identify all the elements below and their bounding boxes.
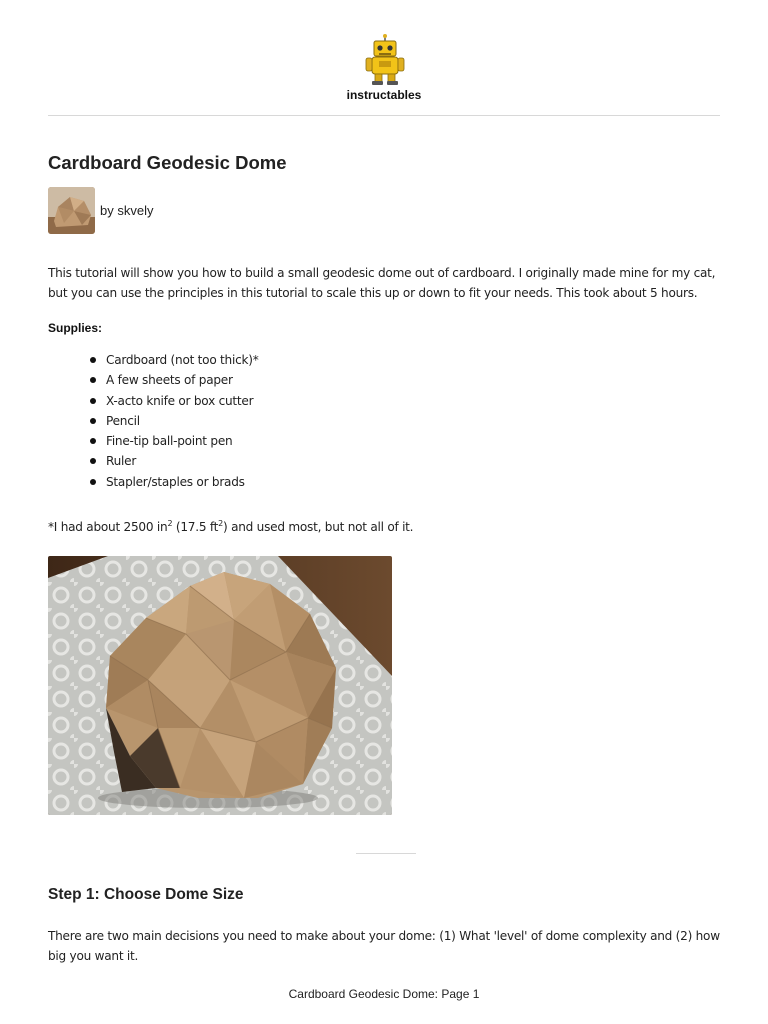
section-divider xyxy=(356,853,416,854)
step-1-heading: Step 1: Choose Dome Size xyxy=(48,886,244,903)
list-item: X-acto knife or box cutter xyxy=(88,391,259,411)
list-item: Fine-tip ball-point pen xyxy=(88,431,259,451)
list-item: Stapler/staples or brads xyxy=(88,472,259,492)
supplies-list xyxy=(88,350,259,492)
supplies-label: Supplies: xyxy=(48,321,103,335)
intro-paragraph: This tutorial will show you how to build a small geodesic dome out of cardboard. I originally made mine for my cat, but you can use the principles in this tutorial to scale this up or down to fit your needs. This took about 5 hours. xyxy=(48,266,716,300)
page-header xyxy=(0,0,768,116)
author-byline[interactable]: by skvely xyxy=(100,203,154,218)
site-name[interactable]: instructables xyxy=(346,88,422,102)
dome-photo xyxy=(48,556,392,815)
page-footer: Cardboard Geodesic Dome: Page 1 xyxy=(288,987,480,1001)
list-item: A few sheets of paper xyxy=(88,370,259,390)
robot-mascot-icon[interactable] xyxy=(362,34,408,86)
step-1-paragraph: There are two main decisions you need to make about your dome: (1) What 'level' of dome complexity and (2) how big you want it. xyxy=(48,929,720,963)
header-divider xyxy=(48,115,720,116)
author-avatar[interactable] xyxy=(48,187,95,234)
supplies-footnote: *I had about 2500 $in^2$ (17.5 $ft^2$) and used most, but not all of it. xyxy=(48,518,414,534)
list-item: Cardboard (not too thick)* xyxy=(88,350,259,370)
list-item: Pencil xyxy=(88,411,259,431)
list-item: Ruler xyxy=(88,451,259,471)
page-title: Cardboard Geodesic Dome xyxy=(48,152,287,173)
